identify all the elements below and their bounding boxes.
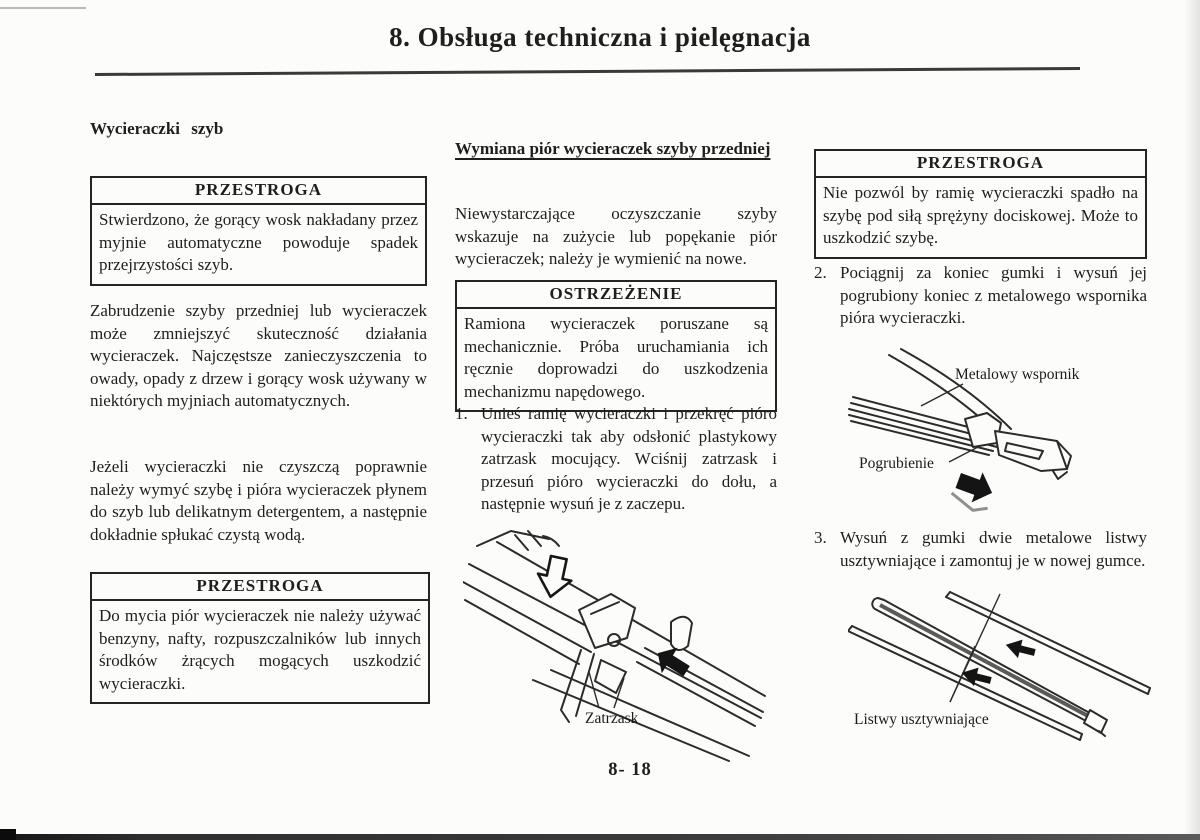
step-2 — [814, 262, 1147, 330]
press-arrow-icon — [534, 554, 576, 600]
caution-box-arm — [814, 149, 1147, 259]
paragraph-dirt: Zabrudzenie szyby przedniej lub wycieraczek może zmniejszyć skuteczność działania wycieraczek. Najczęstsze zanieczyszczenia to owady, opady z drzew i gorący wosk używany w niektórych myjniach automatycznych. — [90, 301, 427, 410]
caution-box-title: PRZESTROGA — [816, 151, 1145, 178]
figure-label-thickened-end: Pogrubienie — [859, 455, 934, 472]
scan-artifact-bottom-band — [0, 834, 1200, 840]
warning-box-title: OSTRZEŻENIE — [457, 282, 775, 309]
scan-artifact-right-shade — [1184, 0, 1200, 840]
section-heading-blade-replacement: Wymiana piór wycieraczek szyby przedniej — [455, 139, 771, 158]
figure-label-strips: Listwy usztywniające — [854, 711, 989, 728]
scan-artifact-top-line — [0, 7, 86, 9]
caution-box-title: PRZESTROGA — [92, 574, 428, 601]
step-text: Unieś ramię wycieraczki i przekręć pióro wycieraczki tak aby odsłonić plastykowy zatrzask mocujący. Wciśnij zatrzask i przesuń pióro wycieraczki do dołu, a następnie wysuń je z zaczepu. — [481, 404, 777, 513]
figure-wiper-latch — [463, 518, 775, 764]
scan-artifact-bottom-corner — [0, 829, 16, 840]
blade-end-illustration — [845, 343, 1145, 515]
caution-box-body: Do mycia piór wycieraczek nie należy używać benzyny, nafty, rozpuszczalników lub innych środków żrących mogących uszkodzić wycieraczki. — [99, 606, 421, 693]
page-number: 8- 18 — [608, 760, 652, 780]
warning-box-body: Ramiona wycieraczek poruszane są mechanicznie. Próba uruchamiania ich ręcznie doprowadzi do uszkodzenia mechanizmu napędowego. — [464, 314, 768, 401]
slide-out-arrow-icon — [1003, 636, 1037, 662]
caution-box-body: Nie pozwól by ramię wycieraczki spadło na szybę pod siłą sprężyny dociskowej. Może to uszkodzić szybę. — [823, 183, 1138, 247]
step-number: 3. — [814, 528, 827, 547]
figure-blade-end — [845, 343, 1145, 515]
warning-box-mechanism — [455, 280, 777, 412]
step-number: 2. — [814, 263, 827, 282]
paragraph-intro: Niewystarczające oczyszczanie szyby wskazuje na zużycie lub popękanie piór wycieraczek; należy je wymienić na nowe. — [455, 204, 777, 268]
pull-arrow-icon — [949, 465, 999, 515]
figure-label-latch: Zatrzask — [585, 710, 639, 727]
step-text: Pociągnij za koniec gumki i wysuń jej pogrubiony koniec z metalowego wspornika pióra wycieraczki. — [840, 263, 1147, 327]
page-title: 8. Obsługa techniczna i pielęgnacja — [389, 22, 811, 52]
step-1 — [455, 403, 777, 516]
figure-label-metal-support: Metalowy wspornik — [955, 366, 1080, 383]
caution-box-title: PRZESTROGA — [92, 178, 425, 205]
header-rule — [95, 67, 1080, 76]
step-text: Wysuń z gumki dwie metalowe listwy usztywniające i zamontuj je w nowej gumce. — [840, 528, 1147, 570]
figure-stiffening-strips — [848, 588, 1160, 746]
paragraph-cleaning: Jeżeli wycieraczki nie czyszczą poprawnie należy wymyć szybę i pióra wycieraczek płynem do szyb lub delikatnym detergentem, a następnie dokładnie spłukać czystą wodą. — [90, 457, 427, 544]
section-heading-wipers: Wycieraczki szyb — [90, 119, 224, 138]
caution-box-solvents — [90, 572, 430, 704]
step-number: 1. — [455, 404, 468, 423]
wiper-latch-illustration — [463, 518, 775, 764]
caution-box-body: Stwierdzono, że gorący wosk nakładany przez myjnie automatyczne powoduje spadek przejrzystości szyb. — [99, 210, 418, 274]
strips-illustration — [848, 588, 1160, 746]
caution-box-wax — [90, 176, 427, 286]
step-3 — [814, 527, 1147, 572]
